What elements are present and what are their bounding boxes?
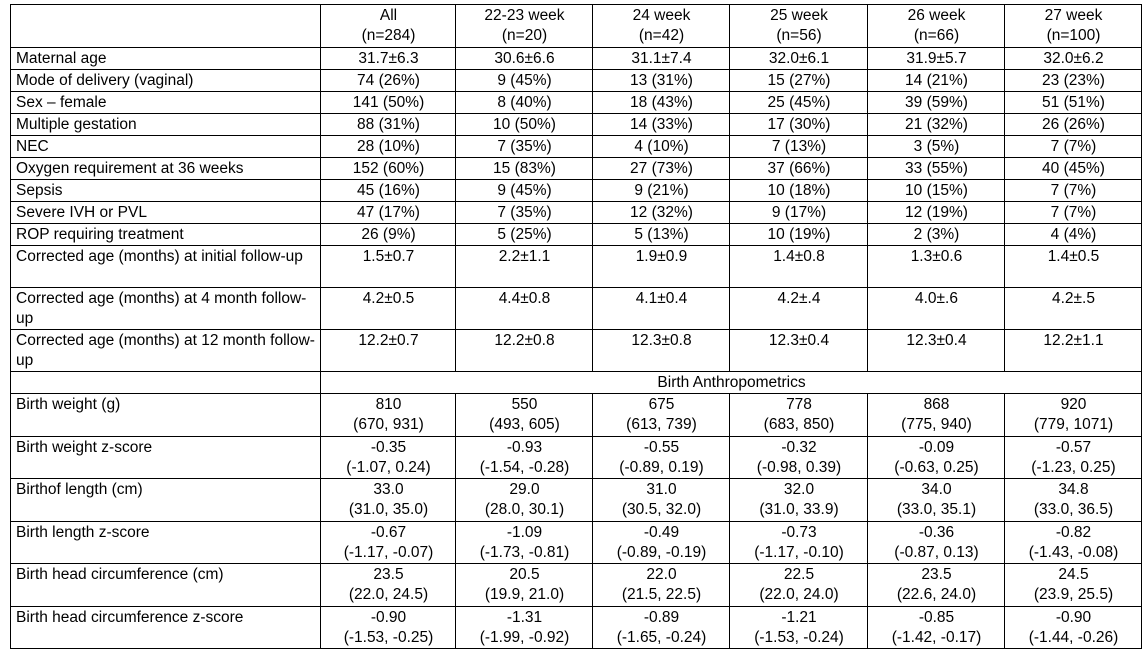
- data-cell: 4 (10%): [593, 136, 730, 158]
- table-row: [11, 158, 1142, 180]
- data-cell: 4.2±.5: [1005, 288, 1142, 330]
- table-row: [11, 136, 1142, 158]
- data-cell: 10 (15%): [868, 180, 1005, 202]
- data-cell: 88 (31%): [321, 114, 456, 136]
- data-cell: 8 (40%): [456, 92, 593, 114]
- anthro-row: [11, 564, 1142, 607]
- table-row: [11, 288, 1142, 330]
- row-label: Sex – female: [11, 92, 321, 114]
- column-header-27-week: 27 week (n=100): [1005, 5, 1142, 48]
- data-cell: -0.36 (-0.87, 0.13): [868, 521, 1005, 564]
- data-cell: -0.93 (-1.54, -0.28): [456, 436, 593, 479]
- data-cell: -0.89 (-1.65, -0.24): [593, 606, 730, 649]
- data-cell: -0.82 (-1.43, -0.08): [1005, 521, 1142, 564]
- data-cell: 25 (45%): [730, 92, 868, 114]
- data-cell: -0.90 (-1.53, -0.25): [321, 606, 456, 649]
- data-cell: -0.73 (-1.17, -0.10): [730, 521, 868, 564]
- data-cell: -0.35 (-1.07, 0.24): [321, 436, 456, 479]
- data-cell: 12 (32%): [593, 202, 730, 224]
- data-cell: 778 (683, 850): [730, 394, 868, 437]
- data-cell: 22.5 (22.0, 24.0): [730, 564, 868, 607]
- column-header-22-23-week: 22-23 week (n=20): [456, 5, 593, 48]
- data-cell: 23.5 (22.0, 24.5): [321, 564, 456, 607]
- header-corner-cell: [11, 5, 321, 48]
- table-row: [11, 114, 1142, 136]
- section-blank-cell: [11, 372, 321, 394]
- row-label: Sepsis: [11, 180, 321, 202]
- row-label: Severe IVH or PVL: [11, 202, 321, 224]
- data-cell: 9 (17%): [730, 202, 868, 224]
- data-cell: 7 (7%): [1005, 136, 1142, 158]
- data-cell: 2 (3%): [868, 224, 1005, 246]
- data-cell: 18 (43%): [593, 92, 730, 114]
- data-cell: 4 (4%): [1005, 224, 1142, 246]
- data-cell: 32.0 (31.0, 33.9): [730, 479, 868, 522]
- data-cell: -0.32 (-0.98, 0.39): [730, 436, 868, 479]
- data-cell: 12.3±0.4: [730, 330, 868, 372]
- data-cell: -1.21 (-1.53, -0.24): [730, 606, 868, 649]
- data-cell: 7 (35%): [456, 202, 593, 224]
- row-label: Birth head circumference z-score: [11, 606, 321, 649]
- data-cell: 9 (21%): [593, 180, 730, 202]
- data-cell: 26 (26%): [1005, 114, 1142, 136]
- data-cell: 4.2±0.5: [321, 288, 456, 330]
- data-cell: 12 (19%): [868, 202, 1005, 224]
- data-cell: -0.55 (-0.89, 0.19): [593, 436, 730, 479]
- data-cell: 152 (60%): [321, 158, 456, 180]
- data-cell: 5 (25%): [456, 224, 593, 246]
- data-cell: -0.90 (-1.44, -0.26): [1005, 606, 1142, 649]
- anthro-row: [11, 394, 1142, 437]
- data-cell: 868 (775, 940): [868, 394, 1005, 437]
- data-cell: 7 (35%): [456, 136, 593, 158]
- data-cell: 17 (30%): [730, 114, 868, 136]
- row-label: NEC: [11, 136, 321, 158]
- data-cell: 32.0±6.1: [730, 48, 868, 70]
- column-header-all: All (n=284): [321, 5, 456, 48]
- data-cell: 15 (27%): [730, 70, 868, 92]
- row-label: Birth head circumference (cm): [11, 564, 321, 607]
- data-cell: 40 (45%): [1005, 158, 1142, 180]
- data-cell: 23 (23%): [1005, 70, 1142, 92]
- data-cell: -0.85 (-1.42, -0.17): [868, 606, 1005, 649]
- data-cell: -0.57 (-1.23, 0.25): [1005, 436, 1142, 479]
- data-cell: 10 (50%): [456, 114, 593, 136]
- table-row: [11, 70, 1142, 92]
- data-cell: 2.2±1.1: [456, 246, 593, 288]
- data-cell: 14 (33%): [593, 114, 730, 136]
- row-label: Corrected age (months) at 4 month follow-up: [11, 288, 321, 330]
- data-cell: 4.1±0.4: [593, 288, 730, 330]
- column-header-26-week: 26 week (n=66): [868, 5, 1005, 48]
- data-cell: 23.5 (22.6, 24.0): [868, 564, 1005, 607]
- data-cell: 74 (26%): [321, 70, 456, 92]
- data-cell: 39 (59%): [868, 92, 1005, 114]
- anthro-row: [11, 436, 1142, 479]
- data-cell: 33.0 (31.0, 35.0): [321, 479, 456, 522]
- data-cell: 21 (32%): [868, 114, 1005, 136]
- data-cell: -1.09 (-1.73, -0.81): [456, 521, 593, 564]
- data-cell: 29.0 (28.0, 30.1): [456, 479, 593, 522]
- table-row: [11, 246, 1142, 288]
- table-row: [11, 180, 1142, 202]
- data-cell: 12.3±0.8: [593, 330, 730, 372]
- row-label: Oxygen requirement at 36 weeks: [11, 158, 321, 180]
- data-cell: 1.9±0.9: [593, 246, 730, 288]
- data-cell: 7 (7%): [1005, 202, 1142, 224]
- data-cell: 9 (45%): [456, 180, 593, 202]
- data-cell: 12.2±0.7: [321, 330, 456, 372]
- data-cell: 9 (45%): [456, 70, 593, 92]
- row-label: Mode of delivery (vaginal): [11, 70, 321, 92]
- data-cell: 47 (17%): [321, 202, 456, 224]
- anthro-row: [11, 521, 1142, 564]
- anthro-row: [11, 606, 1142, 649]
- data-cell: 675 (613, 739): [593, 394, 730, 437]
- table-row: [11, 202, 1142, 224]
- data-cell: 5 (13%): [593, 224, 730, 246]
- data-cell: 12.3±0.4: [868, 330, 1005, 372]
- anthro-row: [11, 479, 1142, 522]
- data-cell: 15 (83%): [456, 158, 593, 180]
- data-cell: 4.4±0.8: [456, 288, 593, 330]
- row-label: Birth length z-score: [11, 521, 321, 564]
- data-cell: 1.4±0.5: [1005, 246, 1142, 288]
- data-cell: 22.0 (21.5, 22.5): [593, 564, 730, 607]
- table-row: [11, 48, 1142, 70]
- data-cell: 1.5±0.7: [321, 246, 456, 288]
- data-cell: 31.0 (30.5, 32.0): [593, 479, 730, 522]
- data-cell: 31.7±6.3: [321, 48, 456, 70]
- data-cell: 4.2±.4: [730, 288, 868, 330]
- row-label: Birth weight z-score: [11, 436, 321, 479]
- row-label: Birthof length (cm): [11, 479, 321, 522]
- data-cell: 37 (66%): [730, 158, 868, 180]
- data-cell: 30.6±6.6: [456, 48, 593, 70]
- data-cell: -1.31 (-1.99, -0.92): [456, 606, 593, 649]
- data-cell: 141 (50%): [321, 92, 456, 114]
- table-row: [11, 92, 1142, 114]
- section-title: Birth Anthropometrics: [321, 372, 1142, 394]
- data-cell: 810 (670, 931): [321, 394, 456, 437]
- data-cell: 12.2±0.8: [456, 330, 593, 372]
- header-row: [11, 5, 1142, 48]
- data-cell: -0.09 (-0.63, 0.25): [868, 436, 1005, 479]
- data-cell: 51 (51%): [1005, 92, 1142, 114]
- row-label: Maternal age: [11, 48, 321, 70]
- table-row: [11, 224, 1142, 246]
- data-cell: 34.8 (33.0, 36.5): [1005, 479, 1142, 522]
- data-cell: 10 (19%): [730, 224, 868, 246]
- table-row: [11, 330, 1142, 372]
- data-cell: 4.0±.6: [868, 288, 1005, 330]
- data-cell: 26 (9%): [321, 224, 456, 246]
- data-cell: 7 (13%): [730, 136, 868, 158]
- data-cell: 920 (779, 1071): [1005, 394, 1142, 437]
- column-header-25-week: 25 week (n=56): [730, 5, 868, 48]
- row-label: Multiple gestation: [11, 114, 321, 136]
- section-row: [11, 372, 1142, 394]
- row-label: Birth weight (g): [11, 394, 321, 437]
- data-cell: 24.5 (23.9, 25.5): [1005, 564, 1142, 607]
- data-cell: 34.0 (33.0, 35.1): [868, 479, 1005, 522]
- data-cell: 10 (18%): [730, 180, 868, 202]
- data-cell: 33 (55%): [868, 158, 1005, 180]
- data-cell: 14 (21%): [868, 70, 1005, 92]
- data-cell: -0.49 (-0.89, -0.19): [593, 521, 730, 564]
- data-cell: 3 (5%): [868, 136, 1005, 158]
- data-cell: 31.1±7.4: [593, 48, 730, 70]
- cohort-characteristics-table: [10, 4, 1142, 649]
- data-cell: 1.3±0.6: [868, 246, 1005, 288]
- row-label: ROP requiring treatment: [11, 224, 321, 246]
- data-cell: 27 (73%): [593, 158, 730, 180]
- data-cell: 32.0±6.2: [1005, 48, 1142, 70]
- data-cell: 20.5 (19.9, 21.0): [456, 564, 593, 607]
- column-header-24-week: 24 week (n=42): [593, 5, 730, 48]
- data-cell: 31.9±5.7: [868, 48, 1005, 70]
- row-label: Corrected age (months) at initial follow-up: [11, 246, 321, 288]
- data-cell: 1.4±0.8: [730, 246, 868, 288]
- data-cell: 7 (7%): [1005, 180, 1142, 202]
- data-cell: 13 (31%): [593, 70, 730, 92]
- data-cell: 45 (16%): [321, 180, 456, 202]
- data-cell: -0.67 (-1.17, -0.07): [321, 521, 456, 564]
- data-cell: 12.2±1.1: [1005, 330, 1142, 372]
- data-cell: 28 (10%): [321, 136, 456, 158]
- data-cell: 550 (493, 605): [456, 394, 593, 437]
- row-label: Corrected age (months) at 12 month follow-up: [11, 330, 321, 372]
